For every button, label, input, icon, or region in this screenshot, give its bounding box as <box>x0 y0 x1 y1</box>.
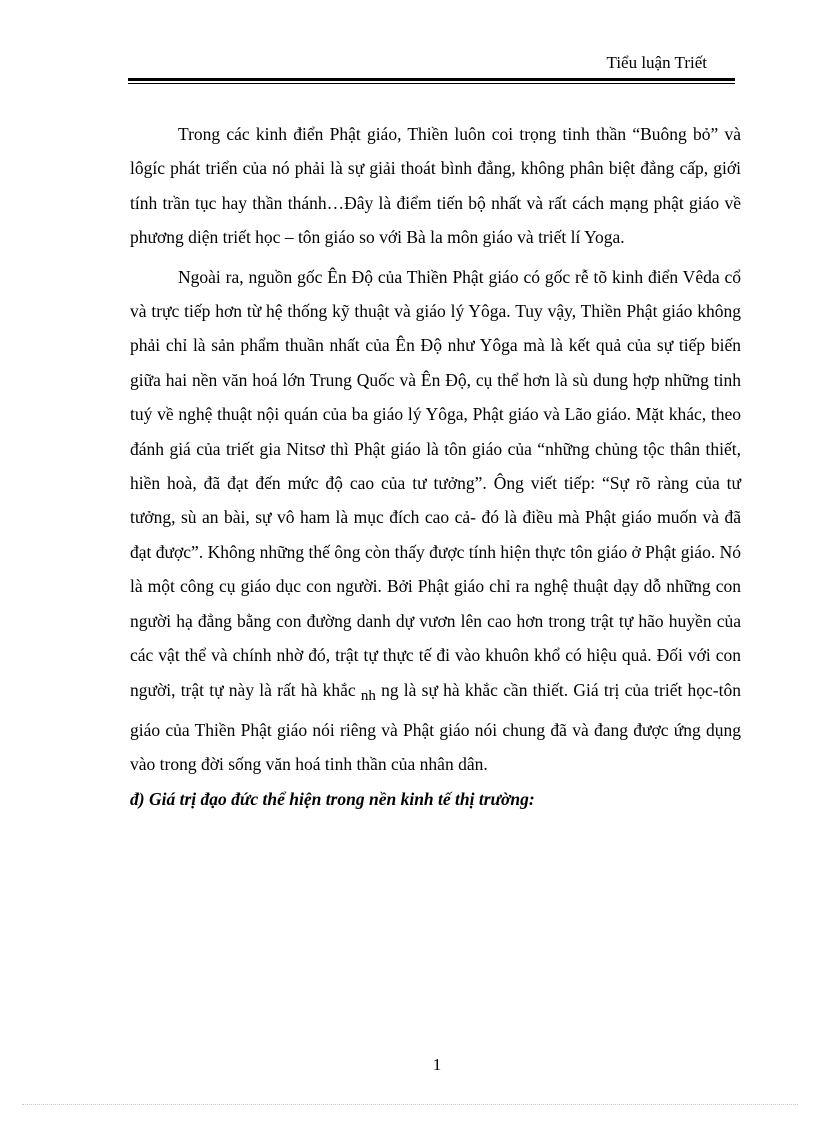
header-rule-thin <box>128 83 735 84</box>
body-text <box>130 117 741 816</box>
page-bottom-border <box>22 1104 798 1105</box>
paragraph-2-text-before: Ngoài ra, nguồn gốc Ên Độ của Thiền Phật giáo có gốc rễ tõ kinh điển Vêda cổ và trực tiếp hơn từ hệ thống kỹ thuật và giáo lý Yôga. Tuy vậy, Thiền Phật giáo không phải chỉ là sản phẩm thuần nhất của Ên Độ như Yôga mà là kết quả của sự tiếp biến giữa hai nền văn hoá lớn Trung Quốc và Ên Độ, cụ thể hơn là sù dung hợp những tinh tuý về nghệ thuật nội quán của ba giáo lý Yôga, Phật giáo và Lão giáo. Mặt khác, theo đánh giá của triết gia Nitsơ thì Phật giáo là tôn giáo của “những chủng tộc thân thiết, hiền hoà, đã đạt đến mức độ cao của tư tưởng”. Ông viết tiếp: “Sự rõ ràng của tư tưởng, sù an bài, sự vô ham là mục đích cao cả- đó là điều mà Phật giáo muốn và đã đạt được”. Không những thế ông còn thấy được tính hiện thực tôn giáo ở Phật giáo. Nó là một công cụ giáo dục con người. Bởi Phật giáo chỉ ra nghệ thuật dạy dỗ những con người hạ đẳng bằng con đường danh dự vươn lên cao hơn trong trật tự hão huyền của các vật thể và chính nhờ đó, trật tự thực tế đi vào khuôn khổ có hiệu quả. Đối với con người, trật tự này là rất hà khắc <box>130 266 741 700</box>
page-number: 1 <box>432 1055 442 1074</box>
paragraph-1: Trong các kinh điển Phật giáo, Thiền luôn coi trọng tinh thần “Buông bỏ” và lôgíc phát triển của nó phải là sự giải thoát bình đẳng, không phân biệt đẳng cấp, giới tính trần tục hay thần thánh…Đây là điểm tiến bộ nhất và rất cách mạng phật giáo về phương diện triết học – tôn giáo so với Bà la môn giáo và triết lí Yoga. <box>130 124 741 248</box>
paragraph-2-text-after: ng là sự hà khắc cần thiết. Giá trị của triết học-tôn giáo của Thiền Phật giáo nói riêng và Phật giáo nói chung đã và đang được ứng dụng vào trong đời sống văn hoá tinh thần của nhân dân. <box>130 679 741 775</box>
paragraph-2 <box>130 260 741 782</box>
header-rule-thick <box>128 78 735 81</box>
paragraph-2-subscript-fragment: nh <box>360 687 376 704</box>
running-header-title: Tiểu luận Triết <box>606 53 707 72</box>
section-heading: đ) Giá trị đạo đức thể hiện trong nền kinh tế thị trường: <box>130 788 535 809</box>
